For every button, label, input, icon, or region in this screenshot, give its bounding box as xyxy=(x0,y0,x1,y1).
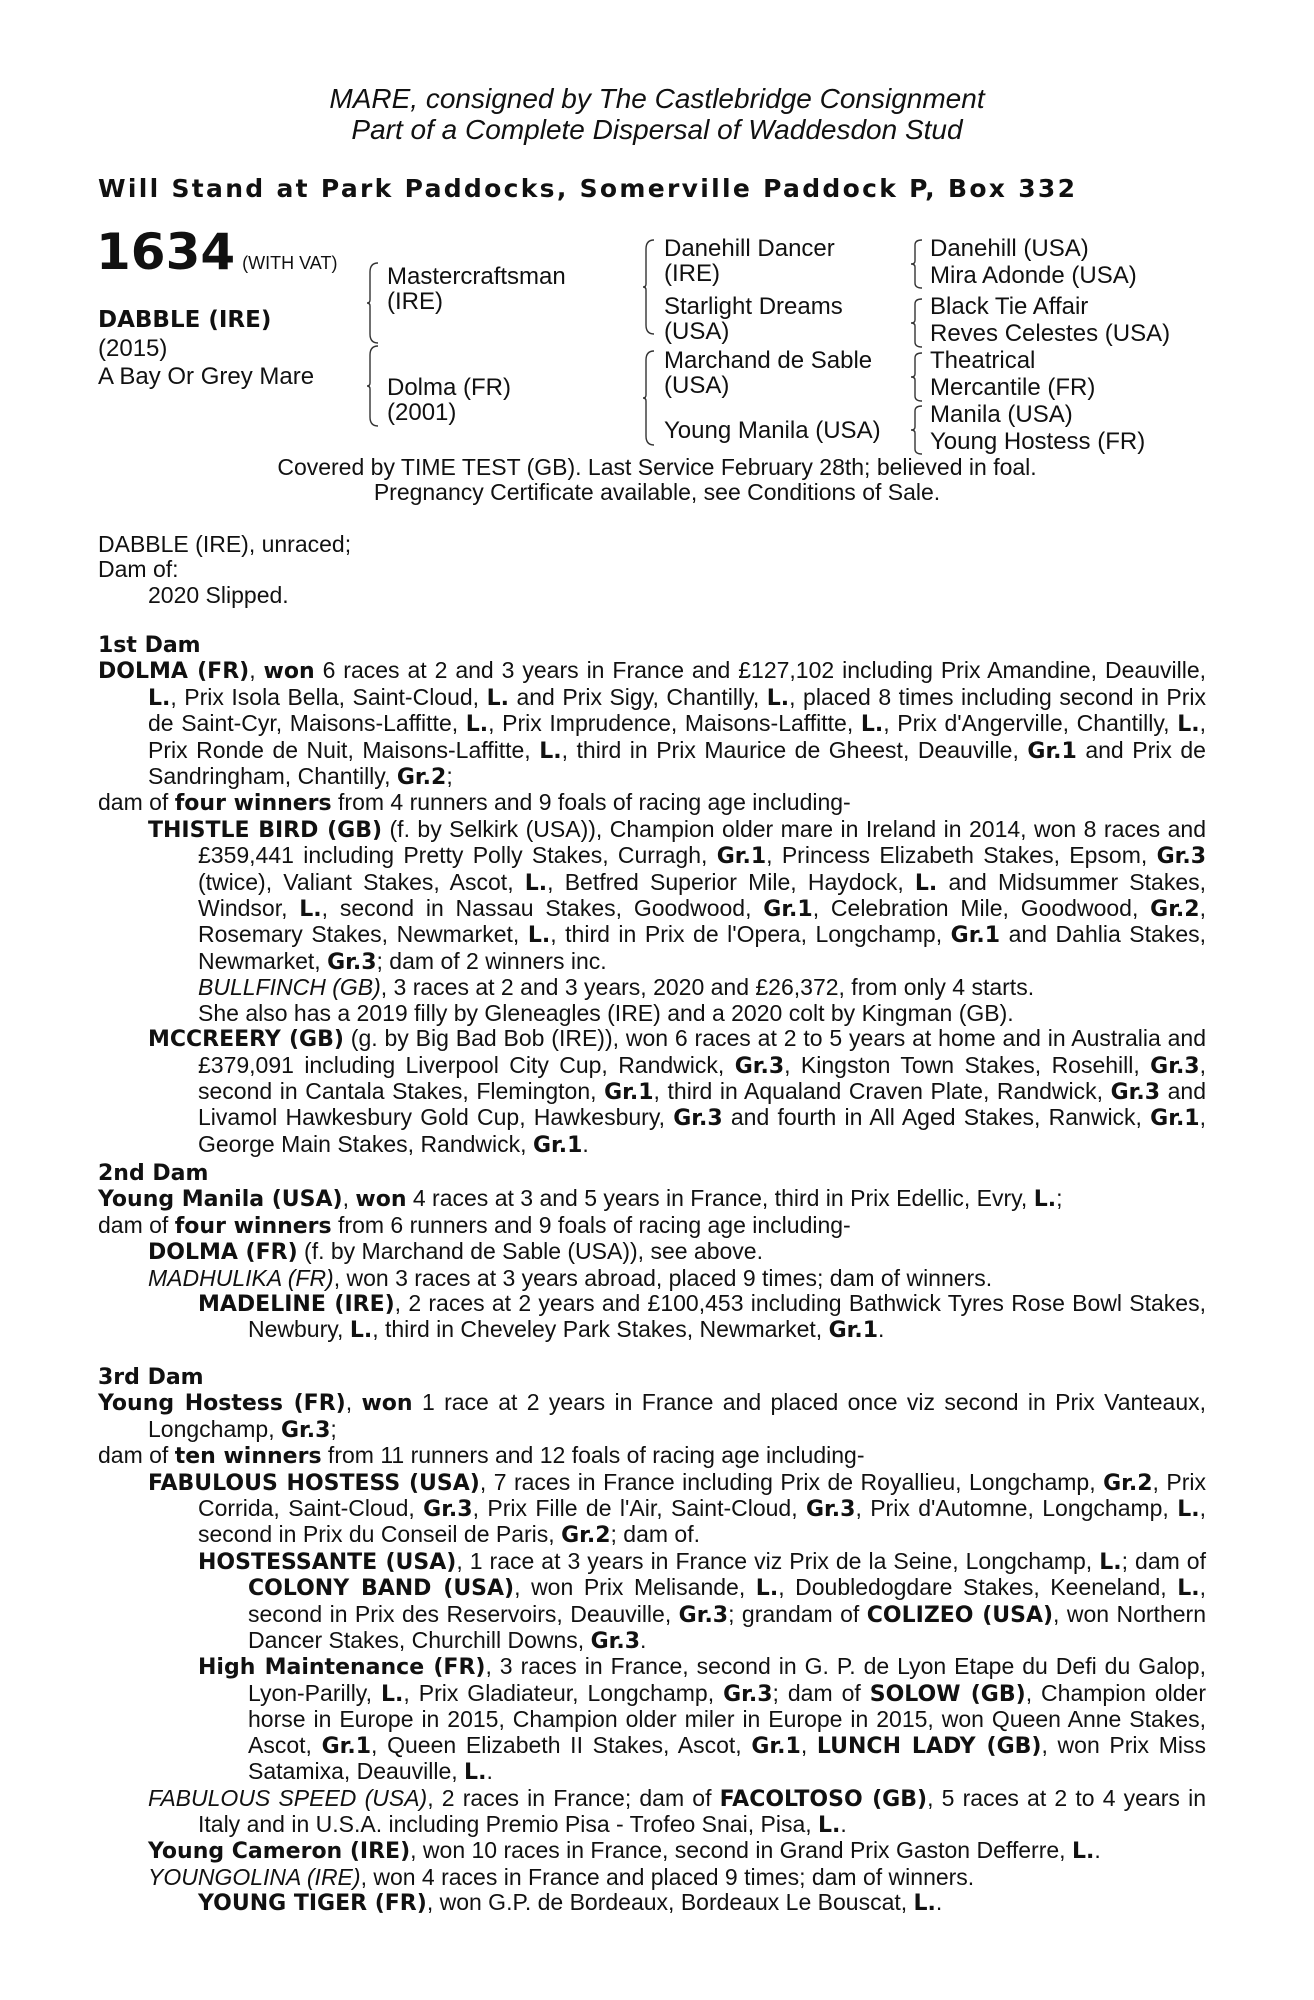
dolma-entry: DOLMA (FR) (f. by Marchand de Sable (USA)), see above. xyxy=(148,1238,763,1266)
pedigree-sire-sire: Danehill Dancer (IRE) xyxy=(664,235,835,288)
third-dam-heading: 3rd Dam xyxy=(98,1365,204,1390)
madhulika-entry: MADHULIKA (FR), won 3 races at 3 years abroad, placed 9 times; dam of winners. xyxy=(148,1264,993,1291)
pedigree-ssd: Mira Adonde (USA) xyxy=(930,262,1137,289)
second-dam-heading: 2nd Dam xyxy=(98,1161,209,1186)
fabulous-hostess-entry: FABULOUS HOSTESS (USA), 7 races in France including Prix de Royallieu, Longchamp, Gr.2, Prix Corrida, Saint-Cloud, Gr.3, Prix Fille de l'Air, Saint-Cloud, Gr.3, Prix d'Automne, Longchamp, L., second in Prix du Conseil de Paris, Gr.2; dam of. xyxy=(148,1468,1207,1549)
horse-name: DABBLE (IRE) xyxy=(98,307,272,333)
pedigree-brace-dam-line xyxy=(642,350,656,451)
covered-note: Covered by TIME TEST (GB). Last Service February 28th; believed in foal. xyxy=(277,454,1037,480)
first-dam-produce: dam of four winners from 4 runners and 9 foals of racing age including- xyxy=(98,789,851,817)
pregnancy-note: Pregnancy Certificate available, see Conditions of Sale. xyxy=(373,479,941,505)
lot-heading xyxy=(96,223,338,281)
pedigree-brace-3c xyxy=(910,352,924,407)
pedigree-dsd: Mercantile (FR) xyxy=(930,374,1096,401)
third-dam-produce: dam of ten winners from 11 runners and 12 foals of racing age including- xyxy=(98,1442,865,1470)
second-dam-section xyxy=(98,1161,1206,1344)
pedigree-brace-3b xyxy=(910,298,924,353)
produce-record: DABBLE (IRE), unraced; Dam of: 2020 Slipped. xyxy=(98,531,352,608)
pedigree-sds: Black Tie Affair xyxy=(930,293,1089,320)
first-dam-record: DOLMA (FR), won 6 races at 2 and 3 years in France and £127,102 including Prix Amandine, Deauville, L., Prix Isola Bella, Saint-Cloud, L. and Prix Sigy, Chantilly, L., placed 8 times including second in Prix de Saint-Cyr, Maisons-Laffitte, L., Prix Imprudence, Maisons-Laffitte, L., Prix d'Angerville, Chantilly, L., Prix Ronde de Nuit, Maisons-Laffitte, L., third in Prix Maurice de Gheest, Deauville, Gr.1 and Prix de Sandringham, Chantilly, Gr.2; xyxy=(98,657,1207,791)
youngolina-entry: YOUNGOLINA (IRE), won 4 races in France and placed 9 times; dam of winners. xyxy=(148,1863,975,1890)
horse-year: (2015) xyxy=(98,335,168,362)
pedigree-sdd: Reves Celestes (USA) xyxy=(930,320,1171,347)
third-dam-record: Young Hostess (FR), won 1 race at 2 years in France and placed once viz second in Prix Vanteaux, Longchamp, Gr.3; xyxy=(98,1389,1206,1443)
vat-note: (WITH VAT) xyxy=(242,253,338,273)
second-dam-record: Young Manila (USA), won 4 races at 3 and 5 years in France, third in Prix Edellic, Evry, L.; xyxy=(98,1185,1063,1213)
pedigree-sss: Danehill (USA) xyxy=(930,235,1089,262)
young-cameron-entry: Young Cameron (IRE), won 10 races in France, second in Grand Prix Gaston Defferre, L.. xyxy=(148,1837,1101,1865)
pedigree-dam-sire: Marchand de Sable (USA) xyxy=(664,347,873,400)
hostessante-entry: HOSTESSANTE (USA), 1 race at 3 years in France viz Prix de la Seine, Longchamp, L.; dam of COLONY BAND (USA), won Prix Melisande, L., Doubledogdare Stakes, Keeneland, L., second in Prix des Reservoirs, Deauville, Gr.3; grandam of COLIZEO (USA), won Northern Dancer Stakes, Churchill Downs, Gr.3. xyxy=(198,1547,1206,1655)
fabulous-speed-entry: FABULOUS SPEED (USA), 2 races in France; dam of FACOLTOSO (GB), 5 races at 2 to 4 years in Italy and in U.S.A. including Premio Pisa - Trofeo Snai, Pisa, L.. xyxy=(148,1784,1207,1838)
horse-description: A Bay Or Grey Mare xyxy=(98,363,315,390)
pedigree-ddd: Young Hostess (FR) xyxy=(930,428,1146,455)
pedigree-sire-dam: Starlight Dreams (USA) xyxy=(664,293,843,346)
young-tiger-entry: YOUNG TIGER (FR), won G.P. de Bordeaux, Bordeaux Le Bouscat, L.. xyxy=(198,1889,943,1917)
pedigree-brace-3d xyxy=(910,405,924,460)
pedigree-dds: Manila (USA) xyxy=(930,401,1073,428)
pedigree-dam: Dolma (FR) (2001) xyxy=(387,374,511,427)
second-dam-produce: dam of four winners from 6 runners and 9 foals of racing age including- xyxy=(98,1211,851,1239)
pedigree-brace-dam xyxy=(366,345,380,432)
pedigree-dam-dam: Young Manila (USA) xyxy=(664,417,881,444)
pedigree-dss: Theatrical xyxy=(930,347,1036,374)
pedigree-sire: Mastercraftsman (IRE) xyxy=(387,263,566,316)
consignor-line: MARE, consigned by The Castlebridge Consignment xyxy=(329,83,985,114)
pedigree-brace-sire xyxy=(366,262,380,349)
stand-location: Will Stand at Park Paddocks, Somerville Paddock P, Box 332 xyxy=(98,174,1078,203)
thistle-bird-entry: THISTLE BIRD (GB) (f. by Selkirk (USA)), Champion older mare in Ireland in 2014, won 8 races and £359,441 including Pretty Polly Stakes, Curragh, Gr.1, Princess Elizabeth Stakes, Epsom, Gr.3 (twice), Valiant Stakes, Ascot, L., Betfred Superior Mile, Haydock, L. and Midsummer Stakes, Windsor, L., second in Nassau Stakes, Goodwood, Gr.1, Celebration Mile, Goodwood, Gr.2, Rosemary Stakes, Newmarket, L., third in Prix de l'Opera, Longchamp, Gr.1 and Dahlia Stakes, Newmarket, Gr.3; dam of 2 winners inc. BULLFINCH (GB), 3 races at 2 and 3 years, 2020 and £26,372, from only 4 starts. She also has a 2019 filly by Gleneagles (IRE) and a 2020 colt by Kingman (GB). xyxy=(148,815,1207,1026)
pedigree-brace-sire-line xyxy=(642,239,656,340)
pedigree-brace-3a xyxy=(910,239,924,294)
lot-number: 1634 xyxy=(96,223,236,281)
third-dam-section xyxy=(98,1365,1206,1917)
madeline-entry: MADELINE (IRE), 2 races at 2 years and £100,453 including Bathwick Tyres Rose Bowl Stakes, Newbury, L., third in Cheveley Park Stakes, Newmarket, Gr.1. xyxy=(198,1290,1206,1344)
first-dam-heading: 1st Dam xyxy=(98,633,201,658)
dispersal-line: Part of a Complete Dispersal of Waddesdon Stud xyxy=(351,114,963,145)
mccreery-entry: MCCREERY (GB) (g. by Big Bad Bob (IRE)), won 6 races at 2 to 5 years at home and in Australia and £379,091 including Liverpool City Cup, Randwick, Gr.3, Kingston Town Stakes, Rosehill, Gr.3, second in Cantala Stakes, Flemington, Gr.1, third in Aqualand Craven Plate, Randwick, Gr.3 and Livamol Hawkesbury Gold Cup, Hawkesbury, Gr.3 and fourth in All Aged Stakes, Ranwick, Gr.1, George Main Stakes, Randwick, Gr.1. xyxy=(148,1025,1206,1158)
first-dam-section xyxy=(98,633,1206,1158)
high-maintenance-entry: High Maintenance (FR), 3 races in France, second in G. P. de Lyon Etape du Defi du Galop, Lyon-Parilly, L., Prix Gladiateur, Longchamp, Gr.3; dam of SOLOW (GB), Champion older horse in Europe in 2015, Champion older miler in Europe in 2015, won Queen Anne Stakes, Ascot, Gr.1, Queen Elizabeth II Stakes, Ascot, Gr.1, LUNCH LADY (GB), won Prix Miss Satamixa, Deauville, L.. xyxy=(198,1653,1207,1786)
